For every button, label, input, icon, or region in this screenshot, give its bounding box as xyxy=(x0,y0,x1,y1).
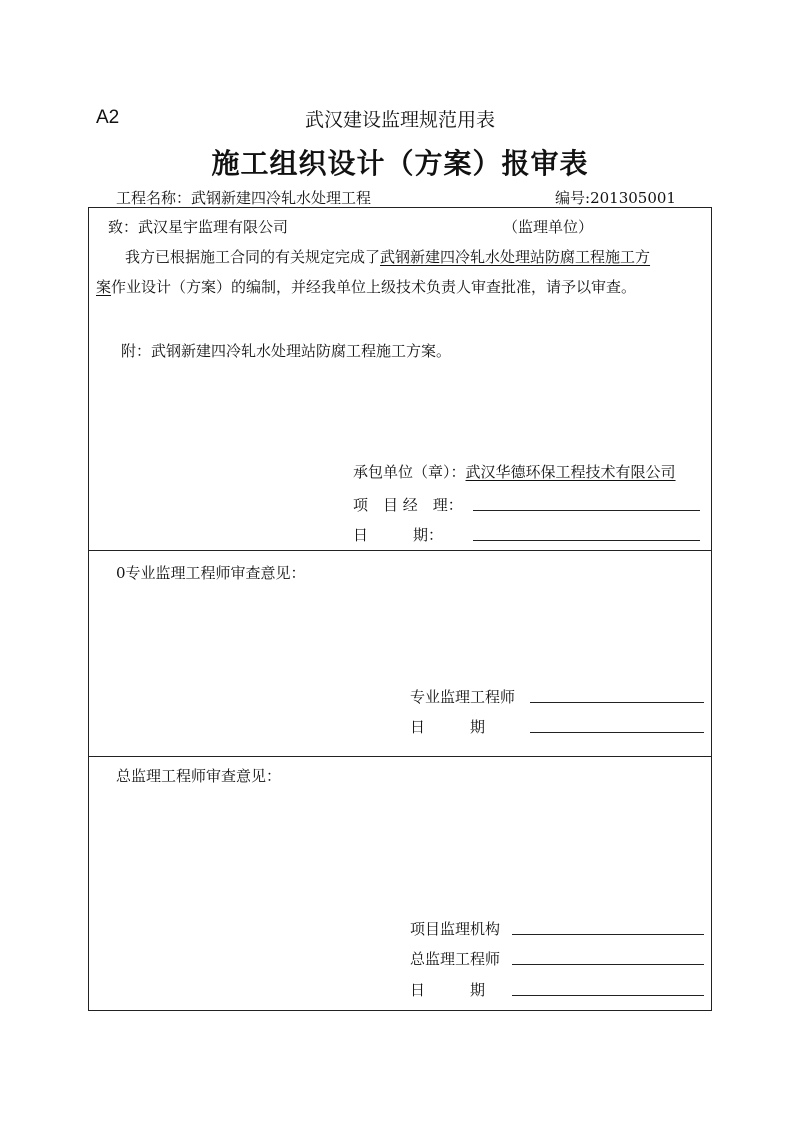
chief-engineer-signature-field[interactable] xyxy=(512,964,704,965)
section1-date-label: 日 期： xyxy=(353,526,444,544)
chief-engineer-label: 总监理工程师 xyxy=(410,950,501,968)
addressee-line xyxy=(108,216,288,237)
section2-date-label: 日 期 xyxy=(410,718,486,736)
body-line-2-text: 作业设计（方案）的编制，并经我单位上级技术负责人审查批准，请予以审查。 xyxy=(111,278,637,296)
section1-date-field[interactable] xyxy=(473,540,700,541)
section3-date-field[interactable] xyxy=(512,995,704,996)
project-label: 工程名称： xyxy=(116,189,192,207)
serial-number-line xyxy=(555,187,676,208)
body-line-2-underlined: 案 xyxy=(96,278,112,296)
form-table-frame xyxy=(88,207,712,1011)
supervision-org-field[interactable] xyxy=(512,934,704,935)
contractor-line xyxy=(353,461,676,482)
section2-date-field[interactable] xyxy=(530,732,704,733)
contractor-name: 武汉华德环保工程技术有限公司 xyxy=(465,463,676,481)
serial-number-value: 201305001 xyxy=(590,189,676,207)
form-title: 施工组织设计（方案）报审表 xyxy=(211,147,589,180)
body-line-1 xyxy=(125,246,650,267)
serial-label: 编号: xyxy=(555,189,591,207)
chief-review-heading: 总监理工程师审查意见： xyxy=(116,767,282,785)
section3-date-label: 日 期 xyxy=(410,981,486,999)
body-line-2 xyxy=(96,276,636,297)
addressee-role: （监理单位） xyxy=(503,218,594,236)
specialist-engineer-signature-field[interactable] xyxy=(530,702,704,703)
specialist-engineer-label: 专业监理工程师 xyxy=(410,688,516,706)
project-name-line xyxy=(116,187,371,208)
addressee-label: 致： xyxy=(108,218,139,236)
addressee-company: 武汉星宇监理有限公司 xyxy=(138,218,289,236)
form-code: A2 xyxy=(96,107,120,128)
supervision-org-label: 项目监理机构 xyxy=(410,920,501,938)
body-line-1-underlined: 武钢新建四冷轧水处理站防腐工程施工方 xyxy=(380,248,651,266)
section-divider-2 xyxy=(88,756,712,757)
project-name-value: 武钢新建四冷轧水处理工程 xyxy=(191,189,372,207)
attachment-line: 附：武钢新建四冷轧水处理站防腐工程施工方案。 xyxy=(121,342,452,360)
contractor-label: 承包单位（章）： xyxy=(353,463,466,481)
specialist-review-heading: 0专业监理工程师审查意见： xyxy=(116,564,306,582)
body-line-1-text: 我方已根据施工合同的有关规定完成了 xyxy=(125,248,381,266)
form-subtitle: 武汉建设监理规范用表 xyxy=(304,109,495,131)
section-divider-1 xyxy=(88,550,712,551)
project-manager-label: 项 目 经 理： xyxy=(353,496,463,514)
project-manager-signature-field[interactable] xyxy=(473,510,700,511)
